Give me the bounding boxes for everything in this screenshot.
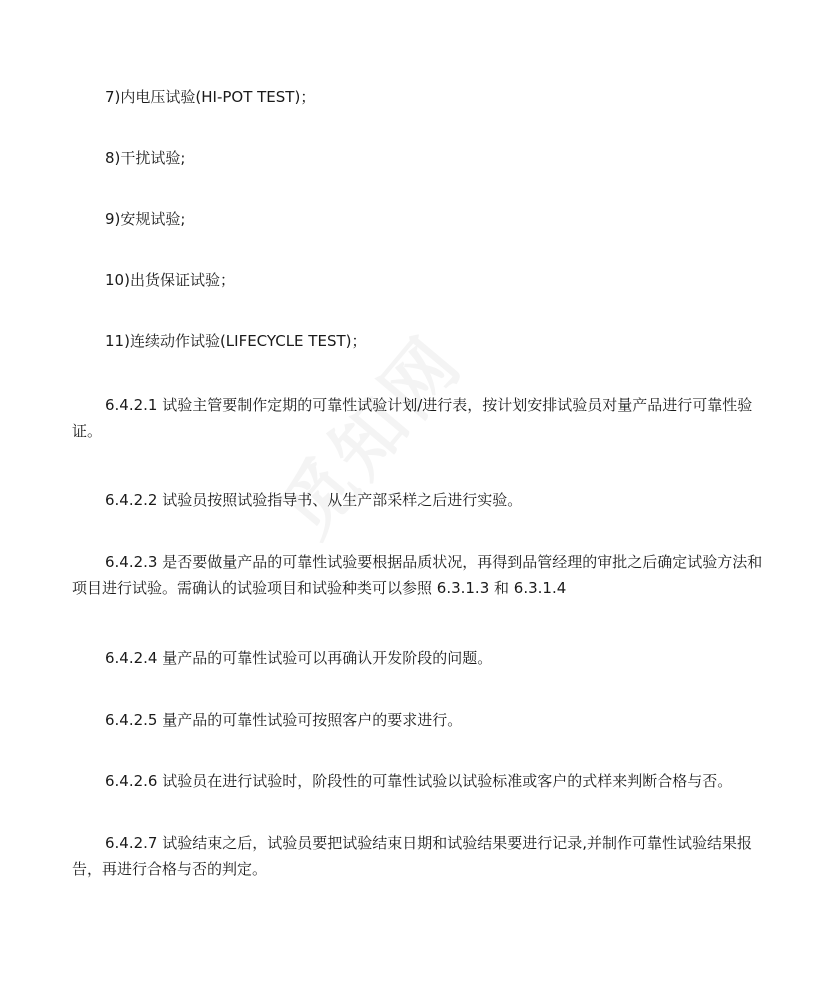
- paragraph-6-4-2-3: 6.4.2.3 是否要做量产品的可靠性试验要根据品质状况，再得到品管经理的审批之后确定试验方法和项目进行试验。需确认的试验项目和试验种类可以参照 6.3.1.3 和 6.3.1.4: [72, 553, 763, 597]
- paragraph-6-4-2-1: 6.4.2.1 试验主管要制作定期的可靠性试验计划/进行表，按计划安排试验员对量产品进行可靠性验证。: [72, 396, 753, 440]
- list-item-shipping-assurance-test: 10)出货保证试验；: [105, 271, 235, 289]
- paragraph-6-4-2-2: 6.4.2.2 试验员按照试验指导书、从生产部采样之后进行实验。: [105, 491, 523, 509]
- list-item-interference-test: 8)干扰试验;: [105, 149, 186, 167]
- paragraph-6-4-2-5: 6.4.2.5 量产品的可靠性试验可按照客户的要求进行。: [105, 711, 463, 729]
- list-item-safety-test: 9)安规试验;: [105, 210, 186, 228]
- list-item-lifecycle-test: 11)连续动作试验(LIFECYCLE TEST)；: [105, 332, 367, 350]
- paragraph-6-4-2-6: 6.4.2.6 试验员在进行试验时，阶段性的可靠性试验以试验标准或客户的式样来判断合格与否。: [105, 772, 733, 790]
- list-item-hipot-test: 7)内电压试验(HI-POT TEST)；: [105, 88, 316, 106]
- paragraph-6-4-2-7: 6.4.2.7 试验结束之后，试验员要把试验结束日期和试验结果要进行记录,并制作可靠性试验结果报告，再进行合格与否的判定。: [72, 834, 753, 878]
- paragraph-6-4-2-4: 6.4.2.4 量产品的可靠性试验可以再确认开发阶段的问题。: [105, 649, 493, 667]
